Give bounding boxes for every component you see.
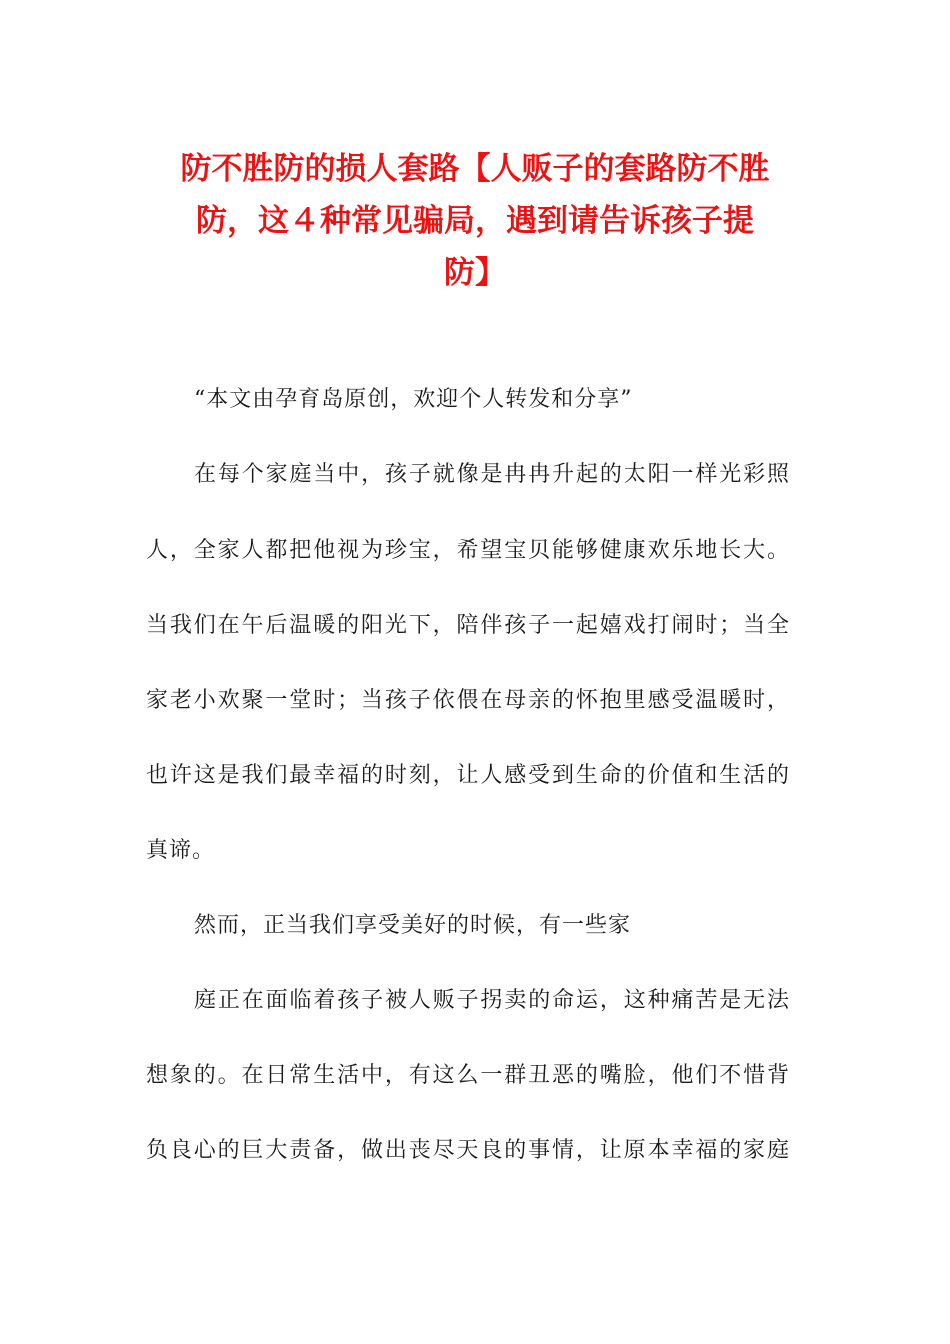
paragraph-1-line-3: 当我们在午后温暖的阳光下，陪伴孩子一起嬉戏打闹时；当全 [146, 613, 790, 638]
paragraph-1-line-2: 人，全家人都把他视为珍宝，希望宝贝能够健康欢乐地长大。 [146, 538, 790, 563]
paragraph-3-line-3: 负良心的巨大责备，做出丧尽天良的事情，让原本幸福的家庭 [146, 1138, 790, 1163]
copyright-notice: “本文由孕育岛原创，欢迎个人转发和分享” [194, 387, 633, 412]
title-line-2: 防，这４种常见骗局，遇到请告诉孩子提 [196, 203, 754, 239]
document-title [140, 143, 810, 299]
paragraph-3-line-1: 庭正在面临着孩子被人贩子拐卖的命运，这种痛苦是无法 [194, 988, 790, 1013]
title-line-1: 防不胜防的损人套路【人贩子的套路防不胜 [180, 151, 770, 187]
paragraph-1-line-4: 家老小欢聚一堂时；当孩子依偎在母亲的怀抱里感受温暖时， [146, 688, 790, 713]
paragraph-1-line-5: 也许这是我们最幸福的时刻，让人感受到生命的价值和生活的 [146, 763, 790, 788]
title-line-3: 防】 [444, 255, 506, 291]
paragraph-2-line-1: 然而，正当我们享受美好的时候，有一些家 [194, 913, 632, 938]
paragraph-1-line-1: 在每个家庭当中，孩子就像是冉冉升起的太阳一样光彩照 [194, 462, 790, 487]
paragraph-1-line-6: 真谛。 [146, 838, 216, 863]
paragraph-3-line-2: 想象的。在日常生活中，有这么一群丑恶的嘴脸，他们不惜背 [146, 1063, 790, 1088]
